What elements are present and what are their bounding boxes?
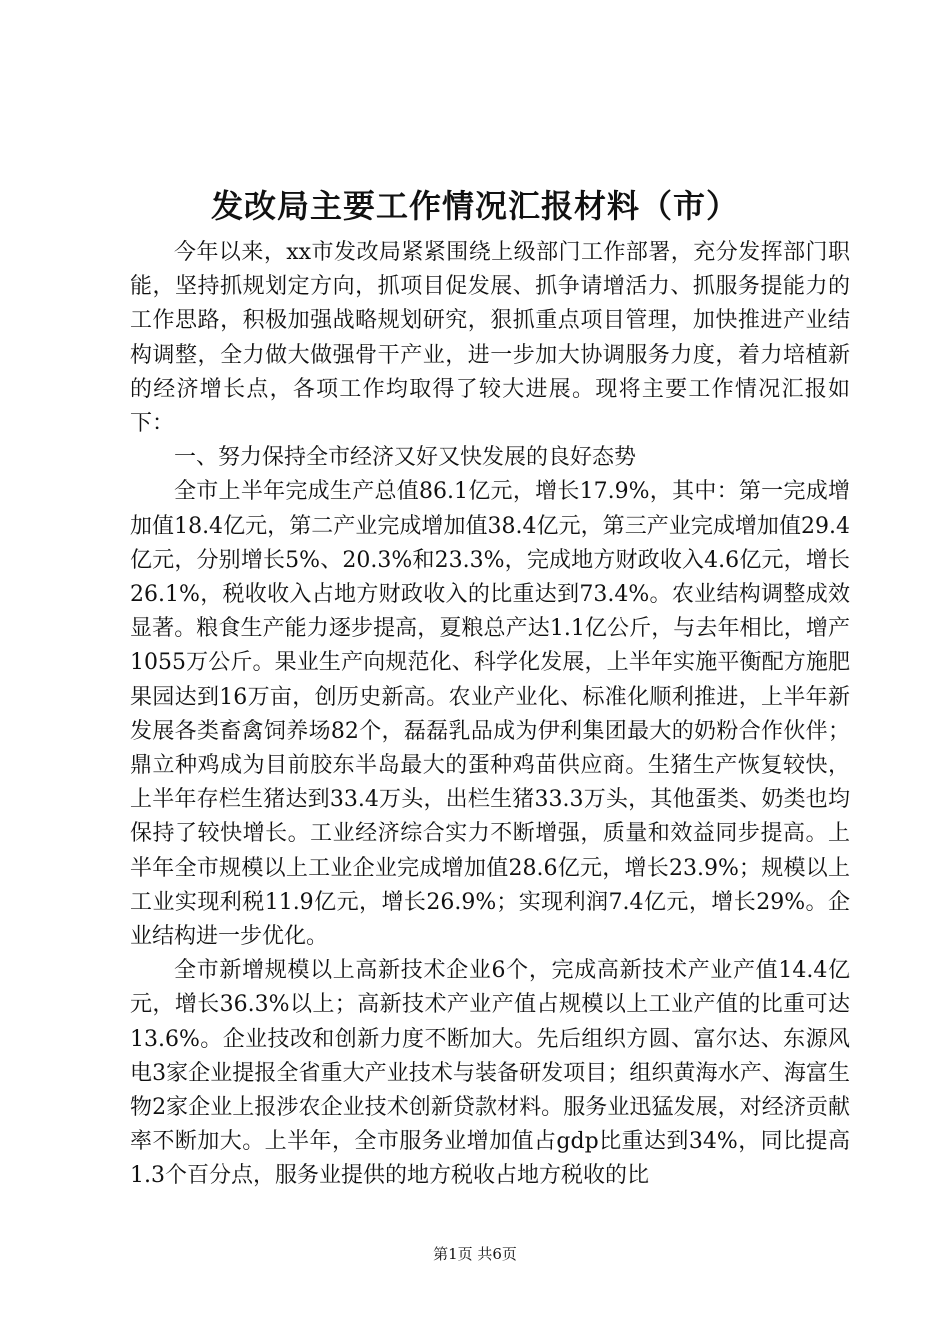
paragraph-intro: 今年以来，xx市发改局紧紧围绕上级部门工作部署，充分发挥部门职能，坚持抓规划定方向，抓项目促发展、抓争请增活力、抓服务提能力的工作思路，积极加强战略规划研究，狠抓重点项目管理，加快推进产业结构调整，全力做大做强骨干产业，进一步加大协调服务力度，着力培植新的经济增长点，各项工作均取得了较大进展。现将主要工作情况汇报如下： <box>130 240 850 437</box>
paragraph-hightech: 全市新增规模以上高新技术企业6个，完成高新技术产业产值14.4亿元，增长36.3%以上；高新技术产业产值占规模以上工业产值的比重可达13.6%。企业技改和创新力度不断加大。先后组织方圆、富尔达、东源风电3家企业提报全省重大产业技术与装备研发项目；组织黄海水产、海富生物2家企业上报涉农企业技术创新贷款材料。服务业迅猛发展，对经济贡献率不断加大。上半年，全市服务业增加值占gdp比重达到34%，同比提高1.3个百分点，服务业提供的地方税收占地方税收的比 <box>130 958 850 1189</box>
document-title: 发改局主要工作情况汇报材料（市） <box>210 187 739 225</box>
document-body <box>130 236 850 1194</box>
paragraph-economy: 全市上半年完成生产总值86.1亿元，增长17.9%，其中：第一完成增加值18.4亿元，第二产业完成增加值38.4亿元，第三产业完成增加值29.4亿元，分别增长5%、20.3%和23.3%，完成地方财政收入4.6亿元，增长26.1%，税收收入占地方财政收入的比重达到73.4%。农业结构调整成效显著。粮食生产能力逐步提高，夏粮总产达1.1亿公斤，与去年相比，增产1055万公斤。果业生产向规范化、科学化发展，上半年实施平衡配方施肥果园达到16万亩，创历史新高。农业产业化、标准化顺利推进，上半年新发展各类畜禽饲养场82个，磊磊乳品成为伊利集团最大的奶粉合作伙伴；鼎立种鸡成为目前胶东半岛最大的蛋种鸡苗供应商。生猪生产恢复较快，上半年存栏生猪达到33.4万头，出栏生猪33.3万头，其他蛋类、奶类也均保持了较快增长。工业经济综合实力不断增强，质量和效益同步提高。上半年全市规模以上工业企业完成增加值28.6亿元，增长23.9%；规模以上工业实现利税11.9亿元，增长26.9%；实现利润7.4亿元，增长29%。企业结构进一步优化。 <box>130 479 850 950</box>
page-footer: 第1页 共6页 <box>433 1245 517 1263</box>
section-heading: 一、努力保持全市经济又好又快发展的良好态势 <box>174 445 637 471</box>
